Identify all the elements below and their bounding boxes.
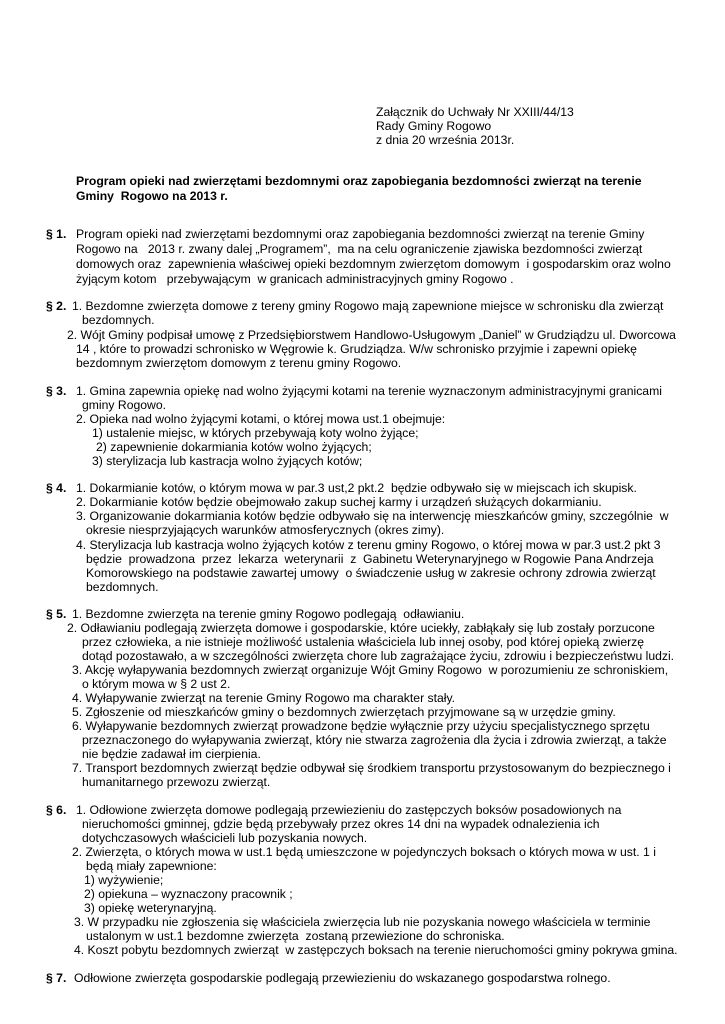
section-5-text: nie będzie zadawał im cierpienia. bbox=[82, 747, 261, 761]
section-6-text: będą miały zapewnione: bbox=[86, 859, 217, 873]
section-6-text: 1) wyżywienie; bbox=[84, 873, 164, 887]
section-3-label: § 3. bbox=[46, 384, 67, 398]
section-4-text: 3. Organizowanie dokarmiania kotów będzie odbywało się na interwencję mieszkańców gminy, szczególnie w bbox=[76, 509, 669, 523]
section-7-text: Odłowione zwierzęta gospodarskie podlegają przewiezieniu do wskazanego gospodarstwa rolnego. bbox=[74, 971, 611, 985]
section-1-text: żyjącym kotom przebywającym w granicach administracyjnych gminy Rogowo . bbox=[76, 272, 514, 286]
section-2-text: 1. Bezdomne zwierzęta domowe z tereny gminy Rogowo mają zapewnione miejsce w schronisku dla zwierząt bbox=[72, 299, 664, 313]
section-5-text: 7. Transport bezdomnych zwierząt będzie odbywał się środkiem transportu przystosowanym do bezpiecznego i bbox=[72, 761, 671, 775]
section-6-text: nieruchomości gminnej, gdzie będą przebywały przez okres 14 dni na wypadek odnalezienia ich bbox=[82, 817, 600, 831]
document-title-line-2: Gminy Rogowo na 2013 r. bbox=[76, 189, 228, 203]
section-5-text: przez człowieka, a nie istnieje możliwość ustalenia właściciela lub innej osoby, pod której opieką zwierzę bbox=[82, 635, 645, 649]
section-2-label: § 2. bbox=[46, 299, 67, 313]
section-4-text: 2. Dokarmianie kotów będzie obejmowało zakup suchej karmy i urządzeń służących dokarmianiu. bbox=[76, 495, 602, 509]
section-5-text: 6. Wyłapywanie bezdomnych zwierząt prowadzone będzie wyłącznie przy użyciu specjalistycznego sprzętu bbox=[72, 719, 650, 733]
section-1-text: Rogowo na 2013 r. zwany dalej „Programem”, ma na celu ograniczenie zjawiska bezdomności zwierząt bbox=[76, 242, 643, 256]
section-6-text: 4. Koszt pobytu bezdomnych zwierząt w zastępczych boksach na terenie nieruchomości gminy pokrywa gmina. bbox=[74, 943, 678, 957]
section-4-text: bezdomnych. bbox=[86, 580, 159, 594]
section-5-text: 1. Bezdomne zwierzęta na terenie gminy Rogowo podlegają odławianiu. bbox=[72, 607, 465, 621]
section-4-text: 4. Sterylizacja lub kastracja wolno żyjących kotów z terenu gminy Rogowo, o której mowa w par.3 ust.2 pkt 3 bbox=[76, 538, 661, 552]
section-3-text: 2) zapewnienie dokarmiania kotów wolno żyjących; bbox=[96, 440, 372, 454]
section-6-label: § 6. bbox=[46, 803, 67, 817]
section-5-text: przeznaczonego do wyłapywania zwierząt, który nie stwarza zagrożenia dla życia i zdrowia zwierząt, a także bbox=[82, 733, 667, 747]
section-1-label: § 1. bbox=[46, 227, 67, 241]
section-5-text: dotąd pozostawało, a w szczególności zwierzęta chore lub zagrażające życiu, zdrowiu i bezpieczeństwu ludzi. bbox=[82, 649, 675, 663]
section-3-text: 1) ustalenie miejsc, w których przebywają koty wolno żyjące; bbox=[92, 426, 419, 440]
section-1-text: domowych oraz zapewnienia właściwej opieki bezdomnym zwierzętom domowym i gospodarskim oraz wolno bbox=[76, 257, 671, 271]
section-4-text: 1. Dokarmianie kotów, o którym mowa w par.3 ust,2 pkt.2 będzie odbywało się w miejscach ich skupisk. bbox=[76, 481, 637, 495]
section-5-text: 4. Wyłapywanie zwierząt na terenie Gminy Rogowo ma charakter stały. bbox=[72, 691, 456, 705]
section-6-text: 2) opiekuna – wyznaczony pracownik ; bbox=[84, 887, 293, 901]
section-6-text: 3. W przypadku nie zgłoszenia się właściciela zwierzęcia lub nie pozyskania nowego właściciela w terminie bbox=[74, 915, 651, 929]
attachment-line-1: Załącznik do Uchwały Nr XXIII/44/13 bbox=[376, 105, 574, 119]
section-6-text: 1. Odłowione zwierzęta domowe podlegają przewiezieniu do zastępczych boksów posadowionych na bbox=[76, 803, 622, 817]
section-4-text: okresie niesprzyjających warunków atmosferycznych (okres zimy). bbox=[86, 523, 445, 537]
attachment-line-3: z dnia 20 września 2013r. bbox=[376, 133, 515, 147]
section-6-text: dotychczasowych właścicieli lub pozyskania nowych. bbox=[82, 831, 368, 845]
section-3-text: 1. Gmina zapewnia opiekę nad wolno żyjącymi kotami na terenie wyznaczonym administracyjnymi granicami bbox=[76, 384, 662, 398]
section-5-text: humanitarnego przewozu zwierząt. bbox=[82, 775, 271, 789]
section-6-text: 2. Zwierzęta, o których mowa w ust.1 będą umieszczone w pojedynczych boksach o których mowa w ust. 1 i bbox=[72, 845, 656, 859]
section-1-text: Program opieki nad zwierzętami bezdomnymi oraz zapobiegania bezdomności zwierząt na terenie Gminy bbox=[76, 227, 645, 241]
section-7-label: § 7. bbox=[46, 971, 67, 985]
section-5-text: 5. Zgłoszenie od mieszkańców gminy o bezdomnych zwierzętach przyjmowane są w urzędzie gminy. bbox=[72, 705, 616, 719]
document-title-line-1: Program opieki nad zwierzętami bezdomnymi oraz zapobiegania bezdomności zwierząt na terenie bbox=[76, 174, 642, 188]
section-2-text: bezdomnych. bbox=[82, 313, 155, 327]
section-3-text: gminy Rogowo. bbox=[82, 398, 166, 412]
section-3-text: 2. Opieka nad wolno żyjącymi kotami, o której mowa ust.1 obejmuje: bbox=[76, 412, 446, 426]
section-5-text: 2. Odławianiu podlegają zwierzęta domowe i gospodarskie, które uciekły, zabłąkały się lub zostały porzucone bbox=[67, 621, 655, 635]
section-4-text: Komorowskiego na podstawie zawartej umowy o świadczenie usług w zakresie ochrony zdrowia zwierząt bbox=[86, 566, 656, 580]
section-4-label: § 4. bbox=[46, 481, 67, 495]
section-4-text: będzie prowadzona przez lekarza weterynarii z Gabinetu Weterynaryjnego w Rogowie Pana Andrzeja bbox=[86, 552, 654, 566]
section-6-text: ustalonym w ust.1 bezdomne zwierzęta zostaną przewiezione do schroniska. bbox=[86, 929, 505, 943]
section-5-label: § 5. bbox=[46, 607, 67, 621]
section-5-text: 3. Akcję wyłapywania bezdomnych zwierząt organizuje Wójt Gminy Rogowo w porozumieniu ze schroniskiem, bbox=[72, 663, 669, 677]
section-2-text: bezdomnym zwierzętom domowym z terenu gminy Rogowo. bbox=[76, 356, 402, 370]
section-3-text: 3) sterylizacja lub kastracja wolno żyjących kotów; bbox=[92, 454, 363, 468]
section-5-text: o którym mowa w § 2 ust 2. bbox=[82, 677, 231, 691]
section-2-text: 14 , które to prowadzi schronisko w Węgrowie k. Grudziądza. W/w schronisko przyjmie i zapewni opiekę bbox=[76, 342, 637, 356]
attachment-line-2: Rady Gminy Rogowo bbox=[376, 119, 492, 133]
section-6-text: 3) opiekę weterynaryjną. bbox=[84, 901, 217, 915]
section-2-text: 2. Wójt Gminy podpisał umowę z Przedsiębiorstwem Handlowo-Usługowym „Daniel” w Grudziądzu ul. Dworcowa bbox=[67, 328, 676, 342]
